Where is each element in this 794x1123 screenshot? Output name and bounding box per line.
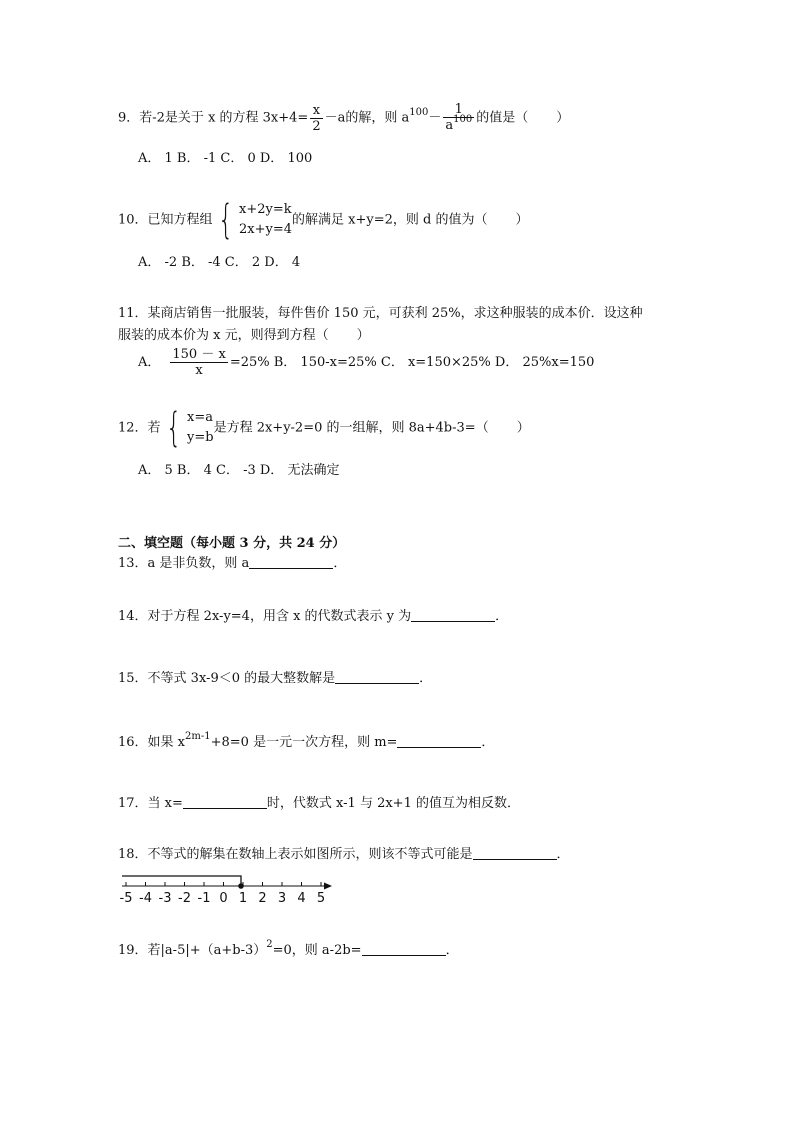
tick-label: 0 xyxy=(219,891,228,906)
q10-eq2: 2x+y=4 xyxy=(239,222,293,237)
solid-endpoint xyxy=(238,883,244,889)
equation-system xyxy=(213,197,293,243)
q19-exponent: 2 xyxy=(266,939,273,950)
question-14 xyxy=(118,608,508,626)
answer-blank[interactable] xyxy=(335,670,419,684)
q9-frac1-num: x xyxy=(310,103,322,119)
q16-mid: +8=0 是一元一次方程，则 m= xyxy=(210,735,398,750)
section-title: 二、填空题（每小题 3 分，共 24 分） xyxy=(118,536,346,551)
q18-post: ． xyxy=(556,847,570,862)
q17-post: 时，代数式 x-1 与 2x+1 的值互为相反数． xyxy=(266,796,520,811)
q18-text: 18．不等式的解集在数轴上表示如图所示，则该不等式可能是 xyxy=(118,847,473,862)
q9-exp1: 100 xyxy=(409,106,429,118)
q10-prefix: 10．已知方程组 xyxy=(118,212,213,228)
q9-frac1-den: 2 xyxy=(312,118,321,134)
fraction-150-minus-x-over-x xyxy=(170,347,227,378)
tick-label: -4 xyxy=(139,891,152,906)
q9-prefix: 9．若-2是关于 x 的方程 3x+4= xyxy=(118,110,309,126)
question-17 xyxy=(118,795,520,813)
q11-optA-label: A． xyxy=(138,355,161,370)
answer-blank[interactable] xyxy=(473,846,557,860)
q11-optA-den: x xyxy=(195,363,203,378)
q13-text: 13．a 是非负数，则 a xyxy=(118,556,250,571)
q11-close: ） xyxy=(356,328,370,343)
question-9 xyxy=(118,102,569,134)
number-line-arrow xyxy=(324,883,332,890)
q9-frac2-den-exp: 100 xyxy=(453,114,473,125)
answer-blank[interactable] xyxy=(249,555,333,569)
q17-text: 17．当 x= xyxy=(118,796,183,811)
answer-blank[interactable] xyxy=(183,795,267,809)
q9-options: A． 1 B． -1 C． 0 D． 100 xyxy=(138,151,313,166)
q12-prefix: 12．若 xyxy=(118,420,161,436)
tick-label: -5 xyxy=(119,891,133,906)
tick-label: -2 xyxy=(178,891,191,906)
q11-line2 xyxy=(118,327,370,345)
question-16 xyxy=(118,731,495,753)
q14-text: 14．对于方程 2x-y=4，用含 x 的代数式表示 y 为 xyxy=(118,609,412,624)
question-15 xyxy=(118,670,432,688)
tick-label: -3 xyxy=(158,891,172,906)
tick-label: 3 xyxy=(277,891,287,906)
tick-label: 4 xyxy=(297,891,306,906)
brace-icon: { xyxy=(217,197,233,243)
q9-mid: －a的解，则 a xyxy=(324,110,410,126)
fraction-x-over-2 xyxy=(310,103,322,134)
q10-close: ） xyxy=(515,212,529,228)
number-line-labels xyxy=(120,891,326,906)
question-12 xyxy=(118,405,530,451)
equation-system xyxy=(161,405,214,451)
q11-options-rest: =25% B． 150-x=25% C． x=150×25% D． 25%x=150 xyxy=(229,355,595,370)
q10-options: A． -2 B． -4 C． 2 D． 4 xyxy=(138,255,301,270)
number-line-ticks xyxy=(126,882,321,886)
answer-blank[interactable] xyxy=(397,734,481,748)
q12-suffix: 是方程 2x+y-2=0 的一组解，则 8a+4b-3=（ xyxy=(213,420,489,436)
q11-options xyxy=(138,347,594,378)
q13-post: ． xyxy=(333,556,347,571)
q19-post: ． xyxy=(445,943,459,958)
q9-frac2-den-base: a xyxy=(445,118,454,133)
tick-label: 5 xyxy=(316,891,326,906)
q15-post: ． xyxy=(419,671,433,686)
question-13 xyxy=(118,555,346,573)
q11-optA-num: 150 － x xyxy=(172,347,226,362)
fraction-1-over-a100 xyxy=(443,102,474,134)
q9-minus: － xyxy=(428,110,442,126)
q15-text: 15．不等式 3x-9＜0 的最大整数解是 xyxy=(118,671,336,686)
q14-post: ． xyxy=(495,609,509,624)
q19-mid: =0，则 a-2b= xyxy=(272,943,362,958)
tick-label: -1 xyxy=(197,891,211,906)
q12-eq1: x=a xyxy=(187,410,213,425)
q10-eq1: x+2y=k xyxy=(239,202,292,217)
tick-label: 1 xyxy=(238,891,248,906)
q19-text: 19．若|a-5|+（a+b-3） xyxy=(118,943,267,958)
q12-eq2: y=b xyxy=(187,430,214,445)
q11-line2-text: 服装的成本价为 x 元，则得到方程（ xyxy=(118,328,329,343)
question-19 xyxy=(118,939,459,961)
question-10 xyxy=(118,197,529,243)
q9-frac2-den xyxy=(443,114,474,134)
tick-label: 2 xyxy=(258,891,267,906)
brace-icon: { xyxy=(165,405,181,451)
q9-close: ） xyxy=(556,110,570,126)
q16-post: ． xyxy=(481,735,495,750)
answer-blank[interactable] xyxy=(362,942,446,956)
q9-frac2-num: 1 xyxy=(443,102,474,118)
q16-text: 16．如果 x xyxy=(118,735,186,750)
q12-options: A． 5 B． 4 C． -3 D． 无法确定 xyxy=(138,463,340,478)
answer-blank[interactable] xyxy=(411,608,495,622)
q9-suffix: 的值是（ xyxy=(476,110,529,126)
q10-suffix: 的解满足 x+y=2，则 d 的值为（ xyxy=(292,212,488,228)
q11-line1: 11．某商店销售一批服装，每件售价 150 元，可获利 25%，求这种服装的成本价．设这种 xyxy=(118,306,643,321)
q16-exponent: 2m-1 xyxy=(185,731,211,742)
q12-close: ） xyxy=(516,420,530,436)
question-18 xyxy=(118,846,570,864)
number-line-figure xyxy=(118,870,338,906)
